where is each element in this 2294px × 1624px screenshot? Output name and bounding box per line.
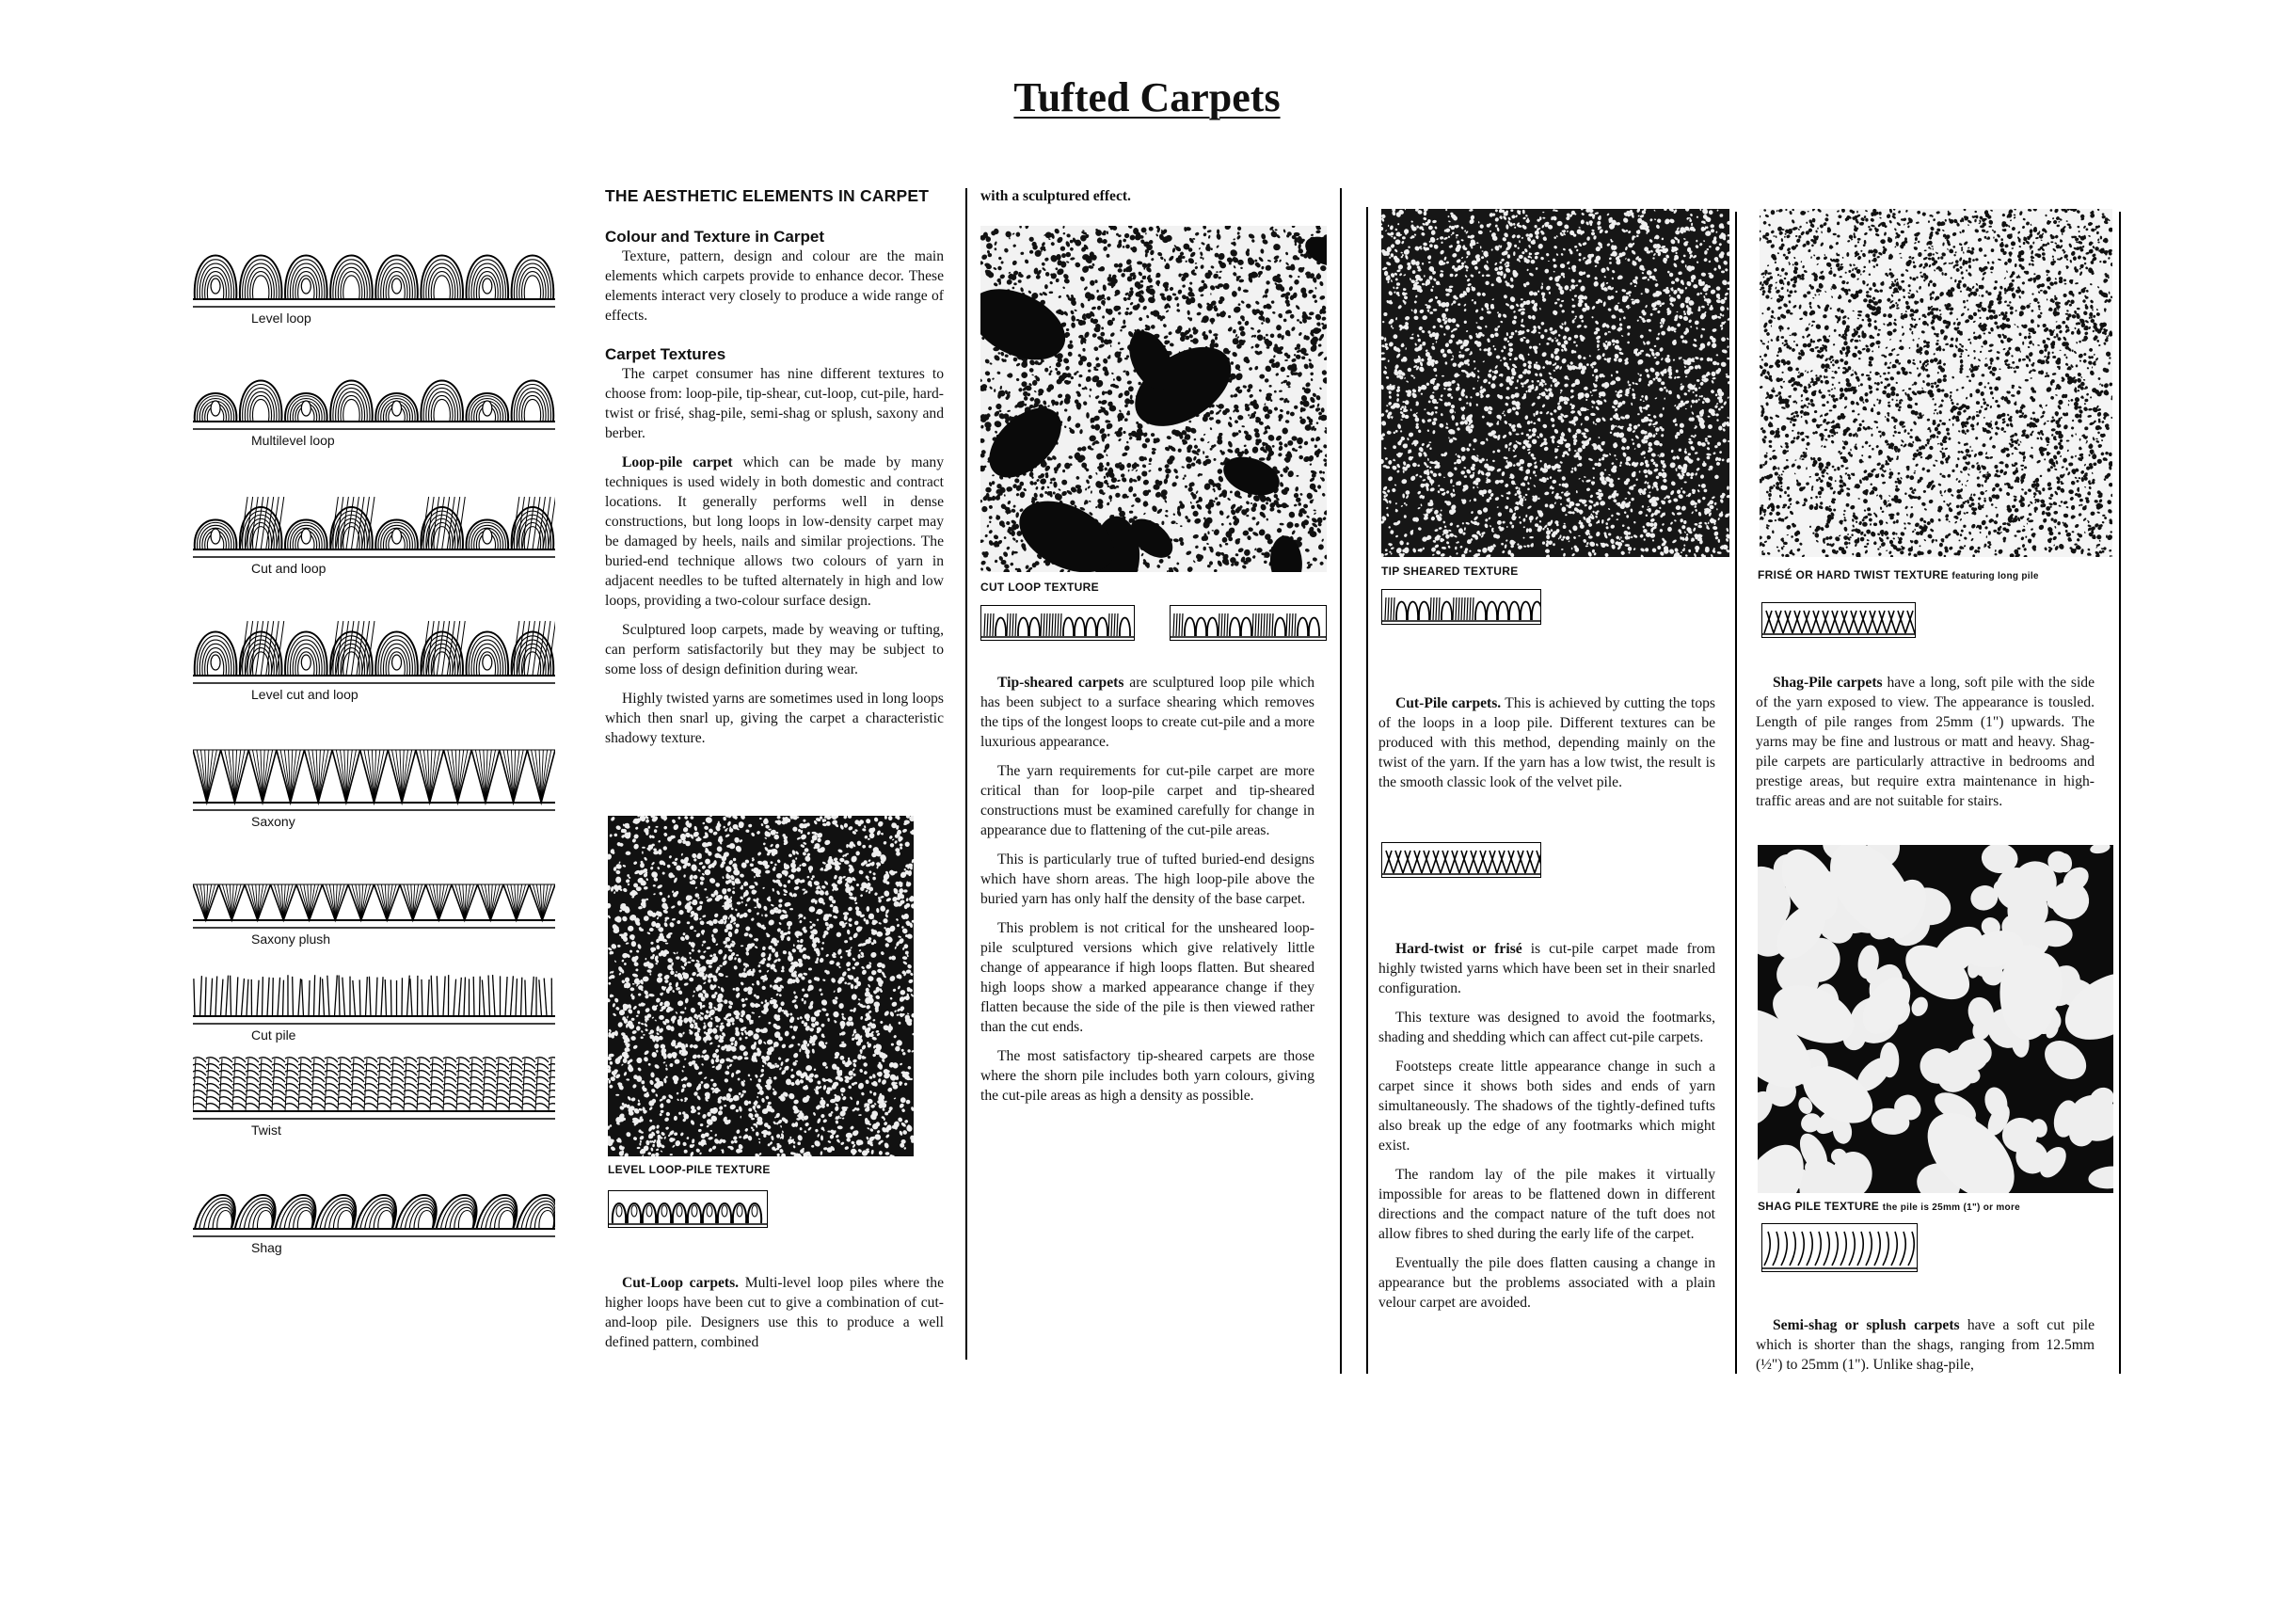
column-4-bottom <box>1756 1315 2095 1384</box>
diagram-label: Twist <box>251 1122 281 1138</box>
pile-diagram <box>193 943 555 1043</box>
diagram-label: Cut pile <box>251 1027 296 1043</box>
caption-note: featuring long pile <box>1951 571 2039 581</box>
paragraph: Texture, pattern, design and colour are the main elements which carpets provide to enhance decor. These elements interact very closely to produce a wide range of effects. <box>605 248 944 324</box>
column-2 <box>980 673 1314 1115</box>
column-divider <box>1366 207 1368 1374</box>
column-divider <box>1340 188 1342 1374</box>
column-3-bottom <box>1378 939 1715 1322</box>
paragraph: The yarn requirements for cut-pile carpet are more critical than for loop-pile carpet and tip-sheared constructions must be examined carefully for change in appearance due to flattening of the cut-pile areas. <box>980 763 1314 838</box>
diagram-label: Level loop <box>251 310 311 326</box>
pile-diagram <box>193 476 555 576</box>
shag-diagram <box>193 1155 555 1238</box>
multilevel-loop-diagram <box>193 348 555 431</box>
lead-term: Shag-Pile carpets <box>1773 675 1883 691</box>
paragraph <box>1378 693 1715 792</box>
lead-term: Loop-pile carpet <box>622 454 733 470</box>
paragraph: Highly twisted yarns are sometimes used in long loops which then snarl up, giving the carpet a characteristic shadowy texture. <box>605 691 944 746</box>
paragraph: This problem is not critical for the unsheared loop-pile sculptured versions which give relatively little change of appearance if high loops flatten. But sheared high loops show a marked appearance change if they flatten because the side of the pile is then viewed rather than the cut ends. <box>980 920 1314 1035</box>
cut-and-loop-diagram <box>193 476 555 559</box>
paragraph: The most satisfactory tip-sheared carpets are those where the shorn pile includes both yarn colours, giving the cut-pile areas as high a density as possible. <box>980 1048 1314 1104</box>
pile-diagram <box>193 1038 555 1138</box>
paragraph: This texture was designed to avoid the footmarks, shading and shedding which can affect cut-pile carpets. <box>1378 1010 1715 1045</box>
section-heading: THE AESTHETIC ELEMENTS IN CARPET <box>605 186 930 205</box>
paragraph <box>605 1273 944 1352</box>
lead-term: Hard-twist or frisé <box>1395 941 1522 957</box>
paragraph <box>1756 1315 2095 1375</box>
paragraph-text: is cut-pile carpet made from highly twisted yarns which have been set in their snarled configuration. <box>1378 941 1715 996</box>
photo-caption: CUT LOOP TEXTURE <box>980 581 1099 594</box>
column-1-bottom <box>605 1273 944 1361</box>
cut-pile-sample-icon <box>1381 842 1541 878</box>
diagram-label: Saxony <box>251 814 295 829</box>
paragraph <box>605 453 944 611</box>
diagram-label: Saxony plush <box>251 931 331 947</box>
column-3 <box>1378 693 1715 802</box>
paragraph: Footsteps create little appearance change in such a carpet since it shows both sides and ends of yarn simultaneously. The shadows of the tightly-defined tufts also break up the edge of any footmarks which might exist. <box>1378 1059 1715 1154</box>
cut-pile-diagram <box>193 943 555 1026</box>
pile-diagram <box>193 348 555 448</box>
saxony-plush-diagram <box>193 847 555 930</box>
level-loop-pile-texture-photo <box>608 816 914 1156</box>
lead-term: Semi-shag or splush carpets <box>1773 1317 1960 1333</box>
pile-diagram <box>193 1155 555 1255</box>
paragraph: Eventually the pile does flatten causing a change in appearance but the problems associated with a plain velour carpet are avoided. <box>1378 1255 1715 1311</box>
caption-note: the pile is 25mm (1") or more <box>1882 1202 2021 1213</box>
paragraph-text: which can be made by many techniques is used widely in both domestic and contract locations. It generally performs well in dense constructions, but long loops in low-density carpet may be damaged by heels, nails and similar projections. The buried-end technique allows two colours of yarn in adjacent needles to be tufted alternately in high and low loops, providing a two-colour surface design. <box>605 454 944 609</box>
paragraph <box>1378 939 1715 998</box>
page-title: Tufted Carpets <box>1013 74 1281 120</box>
diagram-label: Cut and loop <box>251 561 327 576</box>
shag-sample-icon <box>1761 1223 1918 1272</box>
paragraph: The carpet consumer has nine different textures to choose from: loop-pile, tip-shear, cut-loop, cut-pile, hard-twist or frisé, shag-pile, semi-shag or splush, saxony and berber. <box>605 366 944 441</box>
paragraph-text: have a soft cut pile which is shorter than the shags, ranging from 12.5mm (½") to 25mm (1"). Unlike shag-pile, <box>1756 1317 2095 1373</box>
lead-term: Tip-sheared carpets <box>997 675 1124 691</box>
twist-diagram <box>193 1038 555 1121</box>
shag-pile-texture-photo <box>1758 845 2113 1193</box>
cut-loop-texture-photo <box>980 226 1327 572</box>
paragraph-text: have a long, soft pile with the side of the yarn exposed to view. The appearance is tousled. Length of pile ranges from 25mm (1") upwards. The yarns may be fine and lustrous or matt and heavy. Shag-pile carpets are particularly attractive in bedrooms and prestige areas, but require extra maintenance in high-traffic areas and are not suitable for stairs. <box>1756 675 2095 809</box>
paragraph-text: are sculptured loop pile which has been subject to a surface shearing which removes the tips of the longest loops to create cut-pile and a more luxurious appearance. <box>980 675 1314 750</box>
column-divider <box>965 188 967 1360</box>
photo-caption: TIP SHEARED TEXTURE <box>1381 565 1519 578</box>
frise-sample-icon <box>1761 602 1916 638</box>
cut-loop-sample-icon <box>1170 605 1327 641</box>
cut-loop-sample-icon <box>980 605 1135 641</box>
continued-text: with a sculptured effect. <box>980 188 1131 204</box>
column-4 <box>1756 673 2095 820</box>
level-loop-diagram <box>193 226 555 309</box>
pile-diagram <box>193 226 555 326</box>
diagram-label: Shag <box>251 1240 282 1255</box>
tip-sheared-texture-photo <box>1381 209 1729 557</box>
diagram-label: Multilevel loop <box>251 433 335 448</box>
caption-text: SHAG PILE TEXTURE <box>1758 1200 1880 1213</box>
level-loop-sample-icon <box>608 1190 768 1228</box>
photo-caption <box>1758 1200 2020 1213</box>
paragraph: Sculptured loop carpets, made by weaving or tufting, can perform satisfactorily but they may be subject to some loss of design definition during wear. <box>605 622 944 677</box>
diagram-label: Level cut and loop <box>251 687 358 702</box>
column-divider <box>2119 212 2121 1374</box>
pile-diagram <box>193 847 555 947</box>
subheading: Carpet Textures <box>605 345 726 363</box>
paragraph <box>1756 673 2095 811</box>
level-cut-and-loop-diagram <box>193 602 555 685</box>
subheading: Colour and Texture in Carpet <box>605 228 824 246</box>
column-divider <box>1735 212 1737 1374</box>
photo-caption <box>1758 568 2039 581</box>
caption-text: FRISÉ OR HARD TWIST TEXTURE <box>1758 568 1949 581</box>
paragraph-text: This is achieved by cutting the tops of the loops in a loop pile. Different textures can be produced with this method, depending mainly on the twist of the yarn. If the yarn has a low twist, the result is the smooth classic look of the velvet pile. <box>1378 695 1715 790</box>
tip-sheared-sample-icon <box>1381 589 1541 625</box>
paragraph: The random lay of the pile makes it virtually impossible for areas to be flattened down in different directions and the compact nature of the tuft does not allow fibres to shed during the early life of the carpet. <box>1378 1167 1715 1242</box>
saxony-diagram <box>193 729 555 812</box>
paragraph-text: Multi-level loop piles where the higher loops have been cut to give a combination of cut-and-loop pile. Designers use this to produce a well defined pattern, combined <box>605 1275 945 1350</box>
photo-caption: LEVEL LOOP-PILE TEXTURE <box>608 1163 771 1176</box>
pile-diagram <box>193 602 555 702</box>
lead-term: Cut-Pile carpets. <box>1395 695 1502 711</box>
column-1 <box>605 186 944 757</box>
lead-term: Cut-Loop carpets. <box>622 1275 740 1291</box>
pile-diagram <box>193 729 555 829</box>
paragraph: This is particularly true of tufted buried-end designs which have shorn areas. The high loop-pile above the buried yarn has only half the density of the base carpet. <box>980 852 1314 907</box>
paragraph <box>980 673 1314 752</box>
frise-hard-twist-texture-photo <box>1760 209 2112 557</box>
